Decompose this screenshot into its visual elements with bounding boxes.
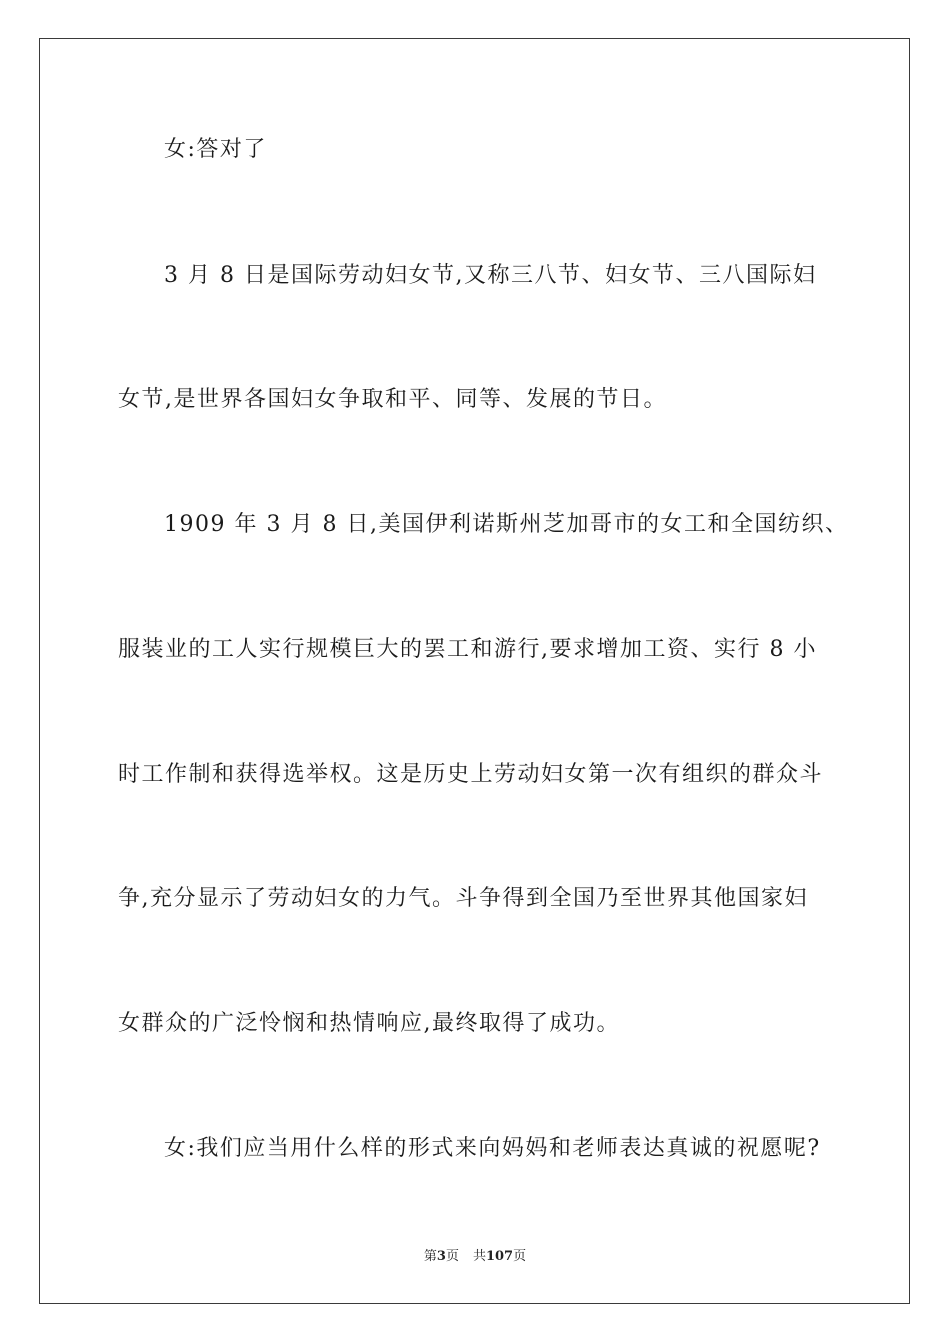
footer-total-prefix: 共 [472, 1249, 486, 1264]
paragraph-line-9: 女:我们应当用什么样的形式来向妈妈和老师表达真诚的祝愿呢? [164, 1136, 821, 1161]
paragraph-line-3: 女节,是世界各国妇女争取和平、同等、发展的节日。 [118, 387, 667, 412]
footer-page-number: 3 [436, 1249, 446, 1264]
paragraph-line-1: 女:答对了 [164, 137, 267, 162]
paragraph-line-5: 服装业的工人实行规模巨大的罢工和游行,要求增加工资、实行 8 小 [118, 637, 817, 662]
page-border [39, 38, 910, 1304]
paragraph-line-2: 3 月 8 日是国际劳动妇女节,又称三八节、妇女节、三八国际妇 [164, 263, 817, 288]
paragraph-line-8: 女群众的广泛怜悯和热情响应,最终取得了成功。 [118, 1011, 620, 1036]
page-footer [0, 1248, 950, 1266]
footer-page-suffix: 页 [445, 1249, 459, 1264]
paragraph-line-7: 争,充分显示了劳动妇女的力气。斗争得到全国乃至世界其他国家妇 [118, 886, 808, 911]
footer-total-suffix: 页 [513, 1249, 527, 1264]
footer-prefix: 第 [423, 1249, 437, 1264]
paragraph-line-6: 时工作制和获得选举权。这是历史上劳动妇女第一次有组织的群众斗 [118, 762, 824, 787]
paragraph-line-4: 1909 年 3 月 8 日,美国伊利诺斯州芝加哥市的女工和全国纺织、 [164, 512, 849, 537]
footer-total-pages: 107 [485, 1249, 514, 1264]
